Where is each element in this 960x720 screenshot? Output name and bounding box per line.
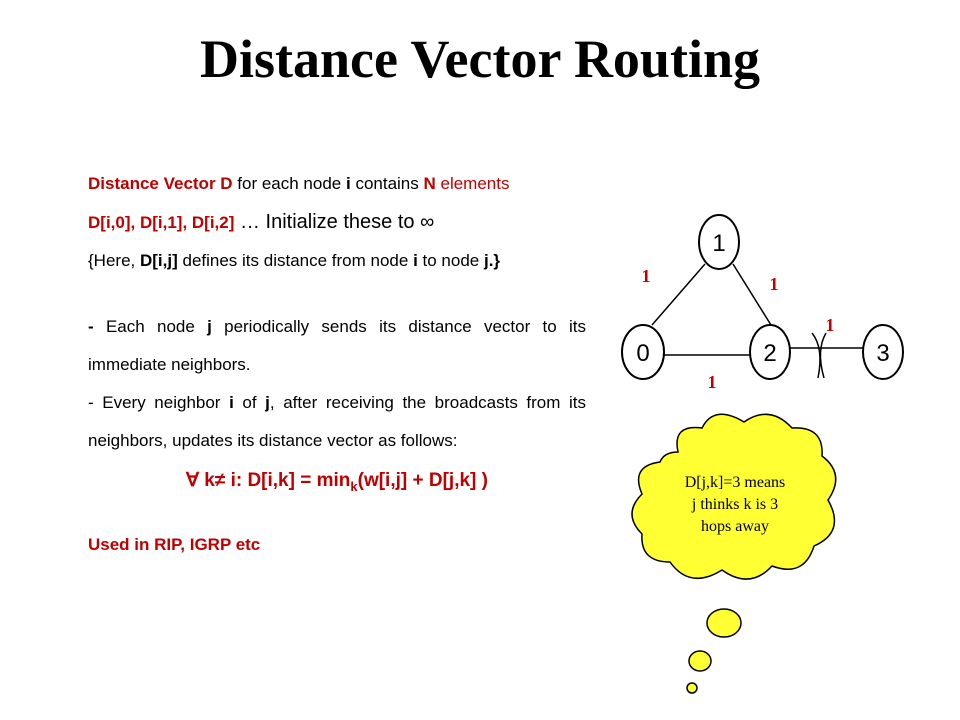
text-fragment: for each node	[232, 174, 346, 193]
text-fragment: of	[233, 393, 266, 412]
var-n: N	[423, 174, 436, 193]
var-j: j	[265, 393, 270, 412]
edge-1-0	[652, 264, 705, 325]
text-fragment: , after receiving the broadcasts from its neighbors, updates its distance vector as follows:	[88, 393, 587, 450]
term-vector-elements: D[i,0], D[i,1], D[i,2]	[88, 213, 235, 232]
text-fragment: contains	[350, 174, 424, 193]
thought-bubble-medium	[689, 651, 711, 671]
text-fragment: {Here,	[88, 251, 140, 270]
cloud-line: D[j,k]=3 means	[684, 474, 786, 491]
var-j: j	[207, 317, 212, 336]
var-i: i	[413, 251, 418, 270]
slide-title: Distance Vector Routing	[200, 29, 760, 89]
node-2-label: 2	[763, 340, 777, 367]
formula-rest: (w[i,j] + D[j,k] )	[357, 470, 488, 491]
text-fragment: defines its distance from node	[177, 251, 414, 270]
text-fragment: periodically sends its distance vector to its immediate neighbors.	[88, 317, 587, 374]
edge-0-2-weight: 1	[707, 372, 717, 392]
thought-bubble-large	[707, 609, 741, 637]
var-j: j.}	[483, 251, 501, 270]
text-dash: -	[88, 317, 106, 336]
term-dij: D[i,j]	[139, 251, 178, 270]
edge-1-0-weight: 1	[641, 266, 651, 286]
text-fragment: - Every neighbor	[88, 393, 230, 412]
cloud-line: j thinks k is 3	[691, 496, 779, 513]
thought-bubble-small	[687, 683, 697, 693]
thought-cloud-text	[650, 472, 820, 538]
node-3-label: 3	[876, 340, 890, 367]
edge-2-3-weight: 1	[825, 315, 835, 335]
var-i: i	[229, 393, 234, 412]
link-break-mark	[812, 333, 820, 378]
cloud-line: hops away	[701, 518, 769, 535]
text-fragment: to node	[417, 251, 484, 270]
formula-main: ∀ k≠ i: D[i,k] = min	[186, 470, 351, 491]
var-i: i	[345, 174, 351, 193]
edge-1-2-weight: 1	[769, 274, 779, 294]
formula-subscript: k	[350, 478, 358, 494]
link-break-mark	[820, 333, 826, 378]
text-initialize: … Initialize these to ∞	[234, 211, 435, 233]
footer-used-in: Used in RIP, IGRP etc	[88, 534, 261, 554]
text-fragment: Each node	[105, 317, 208, 336]
node-1-label: 1	[712, 230, 726, 257]
node-0-label: 0	[636, 340, 650, 367]
edge-1-2	[733, 264, 771, 325]
text-elements: elements	[435, 174, 510, 193]
term-distance-vector: Distance Vector D	[88, 174, 233, 193]
